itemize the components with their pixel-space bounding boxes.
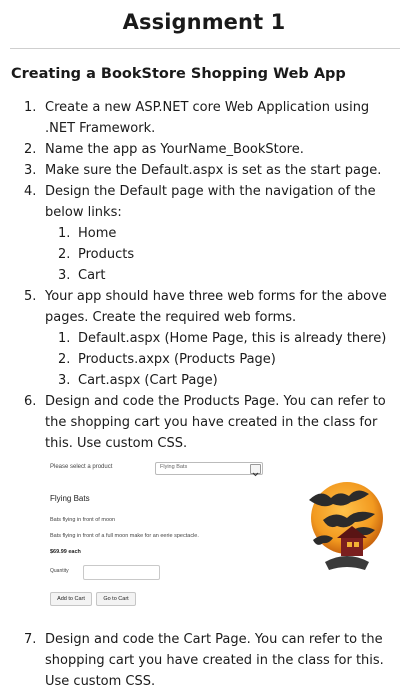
page-title: Assignment 1 xyxy=(122,10,286,34)
substep xyxy=(0,244,408,265)
substep-text: Products xyxy=(78,247,135,262)
step-number: 4. xyxy=(24,184,37,199)
step-number: 1. xyxy=(24,100,37,115)
product-dropdown[interactable] xyxy=(155,462,263,475)
section-heading: Creating a BookStore Shopping Web App xyxy=(11,66,346,82)
step-number: 6. xyxy=(24,394,37,409)
step-4 xyxy=(0,181,408,223)
substep xyxy=(0,223,408,244)
step-number: 5. xyxy=(24,289,37,304)
substep-text: Default.aspx (Home Page, this is already there) xyxy=(78,331,387,346)
step-3 xyxy=(0,160,408,181)
product-price: $69.99 each xyxy=(50,549,81,555)
steps-list xyxy=(0,97,408,454)
step-line: .NET Framework. xyxy=(45,121,156,136)
steps-list-continued xyxy=(0,629,408,692)
substep xyxy=(0,370,408,391)
substep-number: 1. xyxy=(58,226,71,241)
base-shape xyxy=(325,556,369,570)
products-page-screenshot xyxy=(45,460,390,615)
step-line: Use custom CSS. xyxy=(45,674,156,689)
step-line: Make sure the Default.aspx is set as the start page. xyxy=(45,163,382,178)
step-number: 2. xyxy=(24,142,37,157)
step-2 xyxy=(0,139,408,160)
substep-number: 3. xyxy=(58,373,71,388)
step-line: Create a new ASP.NET core Web Application using xyxy=(45,100,370,115)
product-short-description: Bats flying in front of moon xyxy=(50,517,116,523)
product-select-prompt: Please select a product xyxy=(50,464,113,470)
substep-number: 2. xyxy=(58,352,71,367)
product-name: Flying Bats xyxy=(50,494,90,503)
step-line: shopping cart you have created in the class for this. xyxy=(45,653,384,668)
step-number: 7. xyxy=(24,632,37,647)
chevron-down-icon[interactable] xyxy=(250,464,261,474)
substep-text: Home xyxy=(78,226,117,241)
product-image xyxy=(303,470,387,582)
product-dropdown-value: Flying Bats xyxy=(160,464,188,470)
product-long-description: Bats flying in front of a full moon make for an eerie spectacle. xyxy=(50,533,199,539)
substep xyxy=(0,328,408,349)
substep-number: 1. xyxy=(58,331,71,346)
step-line: Design and code the Products Page. You can refer to xyxy=(45,394,386,409)
substep-text: Products.axpx (Products Page) xyxy=(78,352,276,367)
step-7 xyxy=(0,629,408,692)
step-line: this. Use custom CSS. xyxy=(45,436,188,451)
step-line: below links: xyxy=(45,205,122,220)
step-number: 3. xyxy=(24,163,37,178)
step-line: the shopping cart you have created in the class for xyxy=(45,415,378,430)
substep-text: Cart xyxy=(78,268,106,283)
title-divider xyxy=(10,48,400,49)
substep xyxy=(0,265,408,286)
quantity-input[interactable] xyxy=(83,565,160,580)
go-to-cart-button[interactable]: Go to Cart xyxy=(96,592,136,606)
step-6 xyxy=(0,391,408,454)
house-window-shape xyxy=(347,542,352,547)
substep-text: Cart.aspx (Cart Page) xyxy=(78,373,218,388)
step-line: pages. Create the required web forms. xyxy=(45,310,297,325)
step-line: Name the app as YourName_BookStore. xyxy=(45,142,304,157)
step-line: Design and code the Cart Page. You can refer to the xyxy=(45,632,383,647)
substep-number: 2. xyxy=(58,247,71,262)
step-5 xyxy=(0,286,408,328)
quantity-label: Quantity xyxy=(50,568,69,574)
step-line: Design the Default page with the navigation of the xyxy=(45,184,376,199)
substep xyxy=(0,349,408,370)
house-window-shape xyxy=(354,542,359,547)
step-line: Your app should have three web forms for the above xyxy=(45,289,387,304)
add-to-cart-button[interactable]: Add to Cart xyxy=(50,592,92,606)
step-1 xyxy=(0,97,408,139)
substep-number: 3. xyxy=(58,268,71,283)
